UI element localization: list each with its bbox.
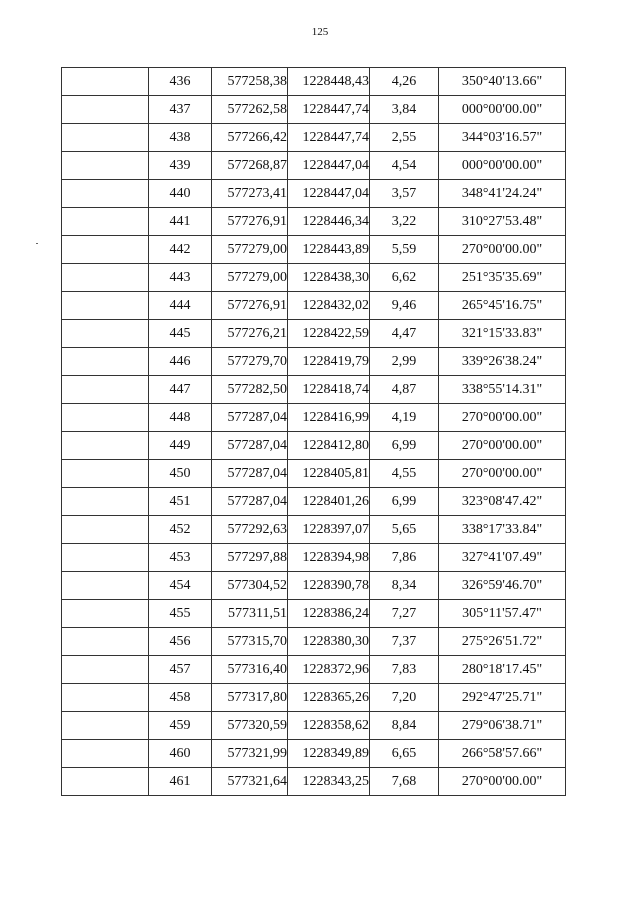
distance-cell: 7,86 — [370, 544, 439, 572]
y-coordinate-cell: 1228443,89 — [288, 236, 370, 264]
bearing-cell: 000°00'00.00" — [439, 152, 566, 180]
table-row — [62, 768, 566, 796]
parcel-cell — [62, 684, 149, 712]
bearing-cell: 266°58'57.66" — [439, 740, 566, 768]
distance-cell: 6,65 — [370, 740, 439, 768]
x-coordinate-cell: 577258,38 — [212, 68, 288, 96]
parcel-cell — [62, 96, 149, 124]
table-row — [62, 180, 566, 208]
bearing-cell: 270°00'00.00" — [439, 432, 566, 460]
parcel-cell — [62, 712, 149, 740]
bearing-cell: 350°40'13.66" — [439, 68, 566, 96]
x-coordinate-cell: 577279,70 — [212, 348, 288, 376]
table-row — [62, 404, 566, 432]
parcel-cell — [62, 180, 149, 208]
distance-cell: 3,57 — [370, 180, 439, 208]
parcel-cell — [62, 432, 149, 460]
distance-cell: 5,65 — [370, 516, 439, 544]
x-coordinate-cell: 577297,88 — [212, 544, 288, 572]
y-coordinate-cell: 1228349,89 — [288, 740, 370, 768]
bearing-cell: 292°47'25.71" — [439, 684, 566, 712]
point-number-cell: 450 — [149, 460, 212, 488]
bearing-cell: 270°00'00.00" — [439, 236, 566, 264]
y-coordinate-cell: 1228343,25 — [288, 768, 370, 796]
y-coordinate-cell: 1228390,78 — [288, 572, 370, 600]
distance-cell: 7,20 — [370, 684, 439, 712]
table-row — [62, 516, 566, 544]
parcel-cell — [62, 68, 149, 96]
point-number-cell: 457 — [149, 656, 212, 684]
parcel-cell — [62, 320, 149, 348]
point-number-cell: 453 — [149, 544, 212, 572]
distance-cell: 7,83 — [370, 656, 439, 684]
parcel-cell — [62, 152, 149, 180]
table-row — [62, 292, 566, 320]
bearing-cell: 270°00'00.00" — [439, 768, 566, 796]
distance-cell: 5,59 — [370, 236, 439, 264]
distance-cell: 6,99 — [370, 432, 439, 460]
bearing-cell: 270°00'00.00" — [439, 404, 566, 432]
y-coordinate-cell: 1228365,26 — [288, 684, 370, 712]
bearing-cell: 275°26'51.72" — [439, 628, 566, 656]
parcel-cell — [62, 208, 149, 236]
point-number-cell: 448 — [149, 404, 212, 432]
table-row — [62, 432, 566, 460]
distance-cell: 4,54 — [370, 152, 439, 180]
distance-cell: 4,87 — [370, 376, 439, 404]
bearing-cell: 279°06'38.71" — [439, 712, 566, 740]
x-coordinate-cell: 577287,04 — [212, 460, 288, 488]
bearing-cell: 270°00'00.00" — [439, 460, 566, 488]
parcel-cell — [62, 488, 149, 516]
table-row — [62, 208, 566, 236]
parcel-cell — [62, 740, 149, 768]
distance-cell: 6,99 — [370, 488, 439, 516]
bearing-cell: 338°55'14.31" — [439, 376, 566, 404]
y-coordinate-cell: 1228447,04 — [288, 180, 370, 208]
table-row — [62, 628, 566, 656]
x-coordinate-cell: 577321,64 — [212, 768, 288, 796]
distance-cell: 8,34 — [370, 572, 439, 600]
distance-cell: 2,55 — [370, 124, 439, 152]
y-coordinate-cell: 1228401,26 — [288, 488, 370, 516]
bearing-cell: 323°08'47.42" — [439, 488, 566, 516]
bearing-cell: 310°27'53.48" — [439, 208, 566, 236]
x-coordinate-cell: 577279,00 — [212, 236, 288, 264]
parcel-cell — [62, 544, 149, 572]
bearing-cell: 000°00'00.00" — [439, 96, 566, 124]
parcel-cell — [62, 124, 149, 152]
page-number: 125 — [311, 26, 329, 38]
x-coordinate-cell: 577276,91 — [212, 292, 288, 320]
table-row — [62, 236, 566, 264]
y-coordinate-cell: 1228447,04 — [288, 152, 370, 180]
bearing-cell: 326°59'46.70" — [439, 572, 566, 600]
table-row — [62, 460, 566, 488]
bearing-cell: 344°03'16.57" — [439, 124, 566, 152]
x-coordinate-cell: 577276,21 — [212, 320, 288, 348]
y-coordinate-cell: 1228397,07 — [288, 516, 370, 544]
x-coordinate-cell: 577262,58 — [212, 96, 288, 124]
x-coordinate-cell: 577266,42 — [212, 124, 288, 152]
distance-cell: 8,84 — [370, 712, 439, 740]
distance-cell: 6,62 — [370, 264, 439, 292]
x-coordinate-cell: 577276,91 — [212, 208, 288, 236]
x-coordinate-cell: 577315,70 — [212, 628, 288, 656]
x-coordinate-cell: 577292,63 — [212, 516, 288, 544]
parcel-cell — [62, 516, 149, 544]
table-row — [62, 68, 566, 96]
coordinates-table-body — [62, 68, 566, 796]
table-row — [62, 96, 566, 124]
point-number-cell: 451 — [149, 488, 212, 516]
point-number-cell: 436 — [149, 68, 212, 96]
bearing-cell: 339°26'38.24" — [439, 348, 566, 376]
parcel-cell — [62, 404, 149, 432]
y-coordinate-cell: 1228419,79 — [288, 348, 370, 376]
table-row — [62, 264, 566, 292]
parcel-cell — [62, 656, 149, 684]
table-row — [62, 544, 566, 572]
y-coordinate-cell: 1228380,30 — [288, 628, 370, 656]
x-coordinate-cell: 577321,99 — [212, 740, 288, 768]
point-number-cell: 442 — [149, 236, 212, 264]
parcel-cell — [62, 264, 149, 292]
y-coordinate-cell: 1228405,81 — [288, 460, 370, 488]
table-row — [62, 152, 566, 180]
distance-cell: 3,84 — [370, 96, 439, 124]
point-number-cell: 449 — [149, 432, 212, 460]
distance-cell: 4,26 — [370, 68, 439, 96]
distance-cell: 3,22 — [370, 208, 439, 236]
parcel-cell — [62, 600, 149, 628]
bearing-cell: 348°41'24.24" — [439, 180, 566, 208]
distance-cell: 4,55 — [370, 460, 439, 488]
distance-cell: 2,99 — [370, 348, 439, 376]
parcel-cell — [62, 628, 149, 656]
distance-cell: 9,46 — [370, 292, 439, 320]
point-number-cell: 441 — [149, 208, 212, 236]
x-coordinate-cell: 577268,87 — [212, 152, 288, 180]
x-coordinate-cell: 577304,52 — [212, 572, 288, 600]
table-row — [62, 320, 566, 348]
table-row — [62, 600, 566, 628]
y-coordinate-cell: 1228432,02 — [288, 292, 370, 320]
point-number-cell: 445 — [149, 320, 212, 348]
parcel-cell — [62, 768, 149, 796]
y-coordinate-cell: 1228446,34 — [288, 208, 370, 236]
table-row — [62, 124, 566, 152]
parcel-cell — [62, 460, 149, 488]
table-row — [62, 656, 566, 684]
coordinates-table — [61, 67, 566, 796]
bearing-cell: 280°18'17.45" — [439, 656, 566, 684]
point-number-cell: 443 — [149, 264, 212, 292]
bearing-cell: 251°35'35.69" — [439, 264, 566, 292]
bearing-cell: 321°15'33.83" — [439, 320, 566, 348]
x-coordinate-cell: 577287,04 — [212, 404, 288, 432]
x-coordinate-cell: 577282,50 — [212, 376, 288, 404]
point-number-cell: 460 — [149, 740, 212, 768]
table-row — [62, 712, 566, 740]
y-coordinate-cell: 1228422,59 — [288, 320, 370, 348]
table-row — [62, 572, 566, 600]
table-row — [62, 376, 566, 404]
point-number-cell: 439 — [149, 152, 212, 180]
scan-speck — [36, 243, 38, 244]
x-coordinate-cell: 577317,80 — [212, 684, 288, 712]
point-number-cell: 446 — [149, 348, 212, 376]
point-number-cell: 437 — [149, 96, 212, 124]
y-coordinate-cell: 1228448,43 — [288, 68, 370, 96]
y-coordinate-cell: 1228418,74 — [288, 376, 370, 404]
parcel-cell — [62, 292, 149, 320]
x-coordinate-cell: 577273,41 — [212, 180, 288, 208]
y-coordinate-cell: 1228416,99 — [288, 404, 370, 432]
point-number-cell: 438 — [149, 124, 212, 152]
point-number-cell: 458 — [149, 684, 212, 712]
parcel-cell — [62, 572, 149, 600]
x-coordinate-cell: 577287,04 — [212, 488, 288, 516]
distance-cell: 4,19 — [370, 404, 439, 432]
point-number-cell: 452 — [149, 516, 212, 544]
x-coordinate-cell: 577316,40 — [212, 656, 288, 684]
point-number-cell: 440 — [149, 180, 212, 208]
parcel-cell — [62, 236, 149, 264]
distance-cell: 7,37 — [370, 628, 439, 656]
point-number-cell: 444 — [149, 292, 212, 320]
bearing-cell: 327°41'07.49" — [439, 544, 566, 572]
bearing-cell: 265°45'16.75" — [439, 292, 566, 320]
point-number-cell: 455 — [149, 600, 212, 628]
point-number-cell: 454 — [149, 572, 212, 600]
distance-cell: 4,47 — [370, 320, 439, 348]
point-number-cell: 461 — [149, 768, 212, 796]
parcel-cell — [62, 348, 149, 376]
distance-cell: 7,27 — [370, 600, 439, 628]
table-row — [62, 348, 566, 376]
x-coordinate-cell: 577287,04 — [212, 432, 288, 460]
y-coordinate-cell: 1228412,80 — [288, 432, 370, 460]
x-coordinate-cell: 577311,51 — [212, 600, 288, 628]
y-coordinate-cell: 1228447,74 — [288, 96, 370, 124]
y-coordinate-cell: 1228386,24 — [288, 600, 370, 628]
parcel-cell — [62, 376, 149, 404]
y-coordinate-cell: 1228438,30 — [288, 264, 370, 292]
x-coordinate-cell: 577279,00 — [212, 264, 288, 292]
table-row — [62, 740, 566, 768]
distance-cell: 7,68 — [370, 768, 439, 796]
bearing-cell: 305°11'57.47" — [439, 600, 566, 628]
y-coordinate-cell: 1228372,96 — [288, 656, 370, 684]
point-number-cell: 456 — [149, 628, 212, 656]
table-row — [62, 684, 566, 712]
point-number-cell: 459 — [149, 712, 212, 740]
bearing-cell: 338°17'33.84" — [439, 516, 566, 544]
point-number-cell: 447 — [149, 376, 212, 404]
y-coordinate-cell: 1228358,62 — [288, 712, 370, 740]
table-row — [62, 488, 566, 516]
y-coordinate-cell: 1228394,98 — [288, 544, 370, 572]
x-coordinate-cell: 577320,59 — [212, 712, 288, 740]
y-coordinate-cell: 1228447,74 — [288, 124, 370, 152]
